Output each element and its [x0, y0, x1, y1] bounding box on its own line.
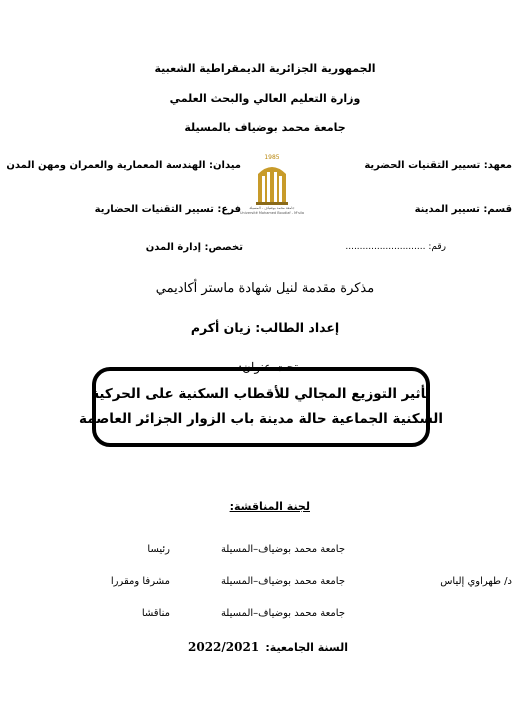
department-label: قسم: تسيير المدينة — [414, 204, 512, 215]
committee-heading: لجنة المناقشة: — [229, 500, 310, 513]
republic-name: الجمهورية الجزائرية الديمقراطية الشعبية — [154, 62, 376, 75]
member-3-role: مناقشا — [141, 608, 170, 619]
academic-year-value: 2022/2021 — [188, 640, 260, 654]
member-1-role: رئيسا — [147, 544, 170, 555]
institute-label: معهد: تسيير التقنيات الحضرية — [364, 160, 512, 171]
member-2-role: مشرفا ومقررا — [110, 576, 170, 587]
memo-line: مذكرة مقدمة لنيل شهادة ماستر أكاديمي — [155, 281, 375, 296]
thesis-title-box — [78, 367, 443, 447]
logo-name-ar: جامعة محمد بوضياف - المسيلة — [249, 206, 295, 210]
member-1-university: جامعة محمد بوضياف–المسيلة — [220, 544, 345, 555]
member-2-university: جامعة محمد بوضياف–المسيلة — [220, 576, 345, 587]
student-name: إعداد الطالب: زيان أكرم — [190, 320, 340, 335]
logo-year: 1985 — [264, 154, 280, 161]
branch-label: فرع: تسيير التقنيات الحضارية — [94, 204, 241, 215]
logo-name-fr: Université Mohamed Boudiaf - M'sila — [240, 210, 304, 215]
university-name: جامعة محمد بوضياف بالمسيلة — [184, 121, 346, 134]
member-2-name: د/ طهراوي إلياس — [440, 576, 512, 587]
thesis-title-line-2: السكنية الجماعية حالة مدينة باب الزوار الجزائر العاصمة — [78, 411, 443, 427]
specialty-label: تخصص: إدارة المدن — [145, 242, 243, 253]
number-field: رقم: ............................ — [345, 242, 446, 252]
field-label: ميدان: الهندسة المعمارية والعمران ومهن المدن — [6, 160, 241, 171]
under-title-label: تحت عنوان: — [238, 360, 298, 374]
thesis-title-line-1: تأثير التوزيع المجالي للأقطاب السكنية على الحركية — [91, 386, 431, 402]
logo-caption — [236, 206, 308, 215]
ministry-name: وزارة التعليم العالي والبحث العلمي — [169, 92, 361, 105]
academic-year-label: السنة الجامعية: — [265, 641, 348, 654]
member-3-university: جامعة محمد بوضياف–المسيلة — [220, 608, 345, 619]
